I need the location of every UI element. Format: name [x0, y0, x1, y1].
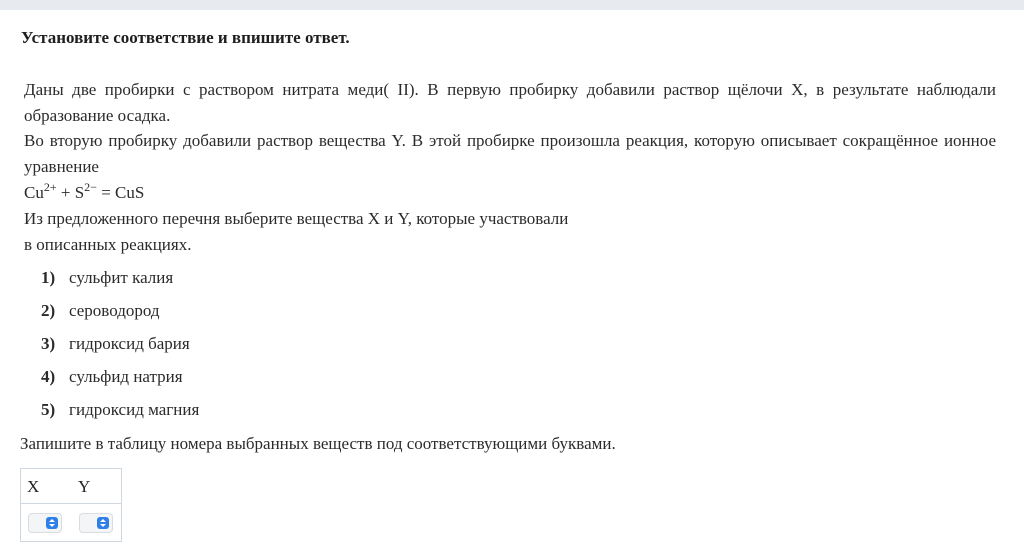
top-bar: [0, 0, 1024, 10]
column-y-label: Y: [78, 477, 91, 496]
instruction-text: Запишите в таблицу номера выбранных веществ под соответствующими буквами.: [20, 434, 616, 453]
option-number: 5): [41, 400, 56, 419]
option-text: гидроксид бария: [69, 334, 190, 353]
list-item: [41, 367, 199, 400]
equation-rhs: = CuS: [96, 183, 145, 202]
paragraph-1: Даны две пробирки с раствором нитрата меди( II). В первую пробирку добавили раствор щёлочи X, в результате наблюдали образование осадка.: [24, 80, 996, 125]
option-text: гидроксид магния: [69, 400, 200, 419]
paragraph-2: Во вторую пробирку добавили раствор вещества Y. В этой пробирке произошла реакция, которую описывает сокращённое ионное уравнение: [24, 131, 996, 176]
paragraph-3a: Из предложенного перечня выберите вещества X и Y, которые участвовали: [24, 209, 569, 228]
option-number: 4): [41, 367, 56, 386]
equation-plus-s: + S: [56, 183, 85, 202]
list-item: [41, 268, 199, 301]
list-item: [41, 400, 199, 433]
select-y[interactable]: [79, 513, 113, 533]
answer-table: [20, 468, 122, 542]
select-x[interactable]: [28, 513, 62, 533]
list-item: [41, 301, 199, 334]
chevron-up-down-icon[interactable]: [46, 517, 58, 529]
answer-table-inputs: [21, 504, 121, 543]
answer-table-header: [21, 469, 121, 504]
chevron-up-down-icon[interactable]: [97, 517, 109, 529]
equation-cu: Cu: [24, 183, 44, 202]
ionic-equation: [24, 180, 144, 206]
column-x-label: X: [27, 477, 40, 496]
options-list: [41, 268, 199, 433]
option-text: сероводород: [69, 301, 160, 320]
equation-s-charge: 2−: [84, 180, 97, 194]
option-text: сульфид натрия: [69, 367, 183, 386]
list-item: [41, 334, 199, 367]
paragraph-3b: в описанных реакциях.: [24, 235, 192, 254]
option-number: 2): [41, 301, 56, 320]
option-number: 1): [41, 268, 56, 287]
option-text: сульфит калия: [69, 268, 174, 287]
task-title: Установите соответствие и впишите ответ.: [21, 28, 350, 47]
equation-cu-charge: 2+: [43, 180, 57, 194]
option-number: 3): [41, 334, 56, 353]
